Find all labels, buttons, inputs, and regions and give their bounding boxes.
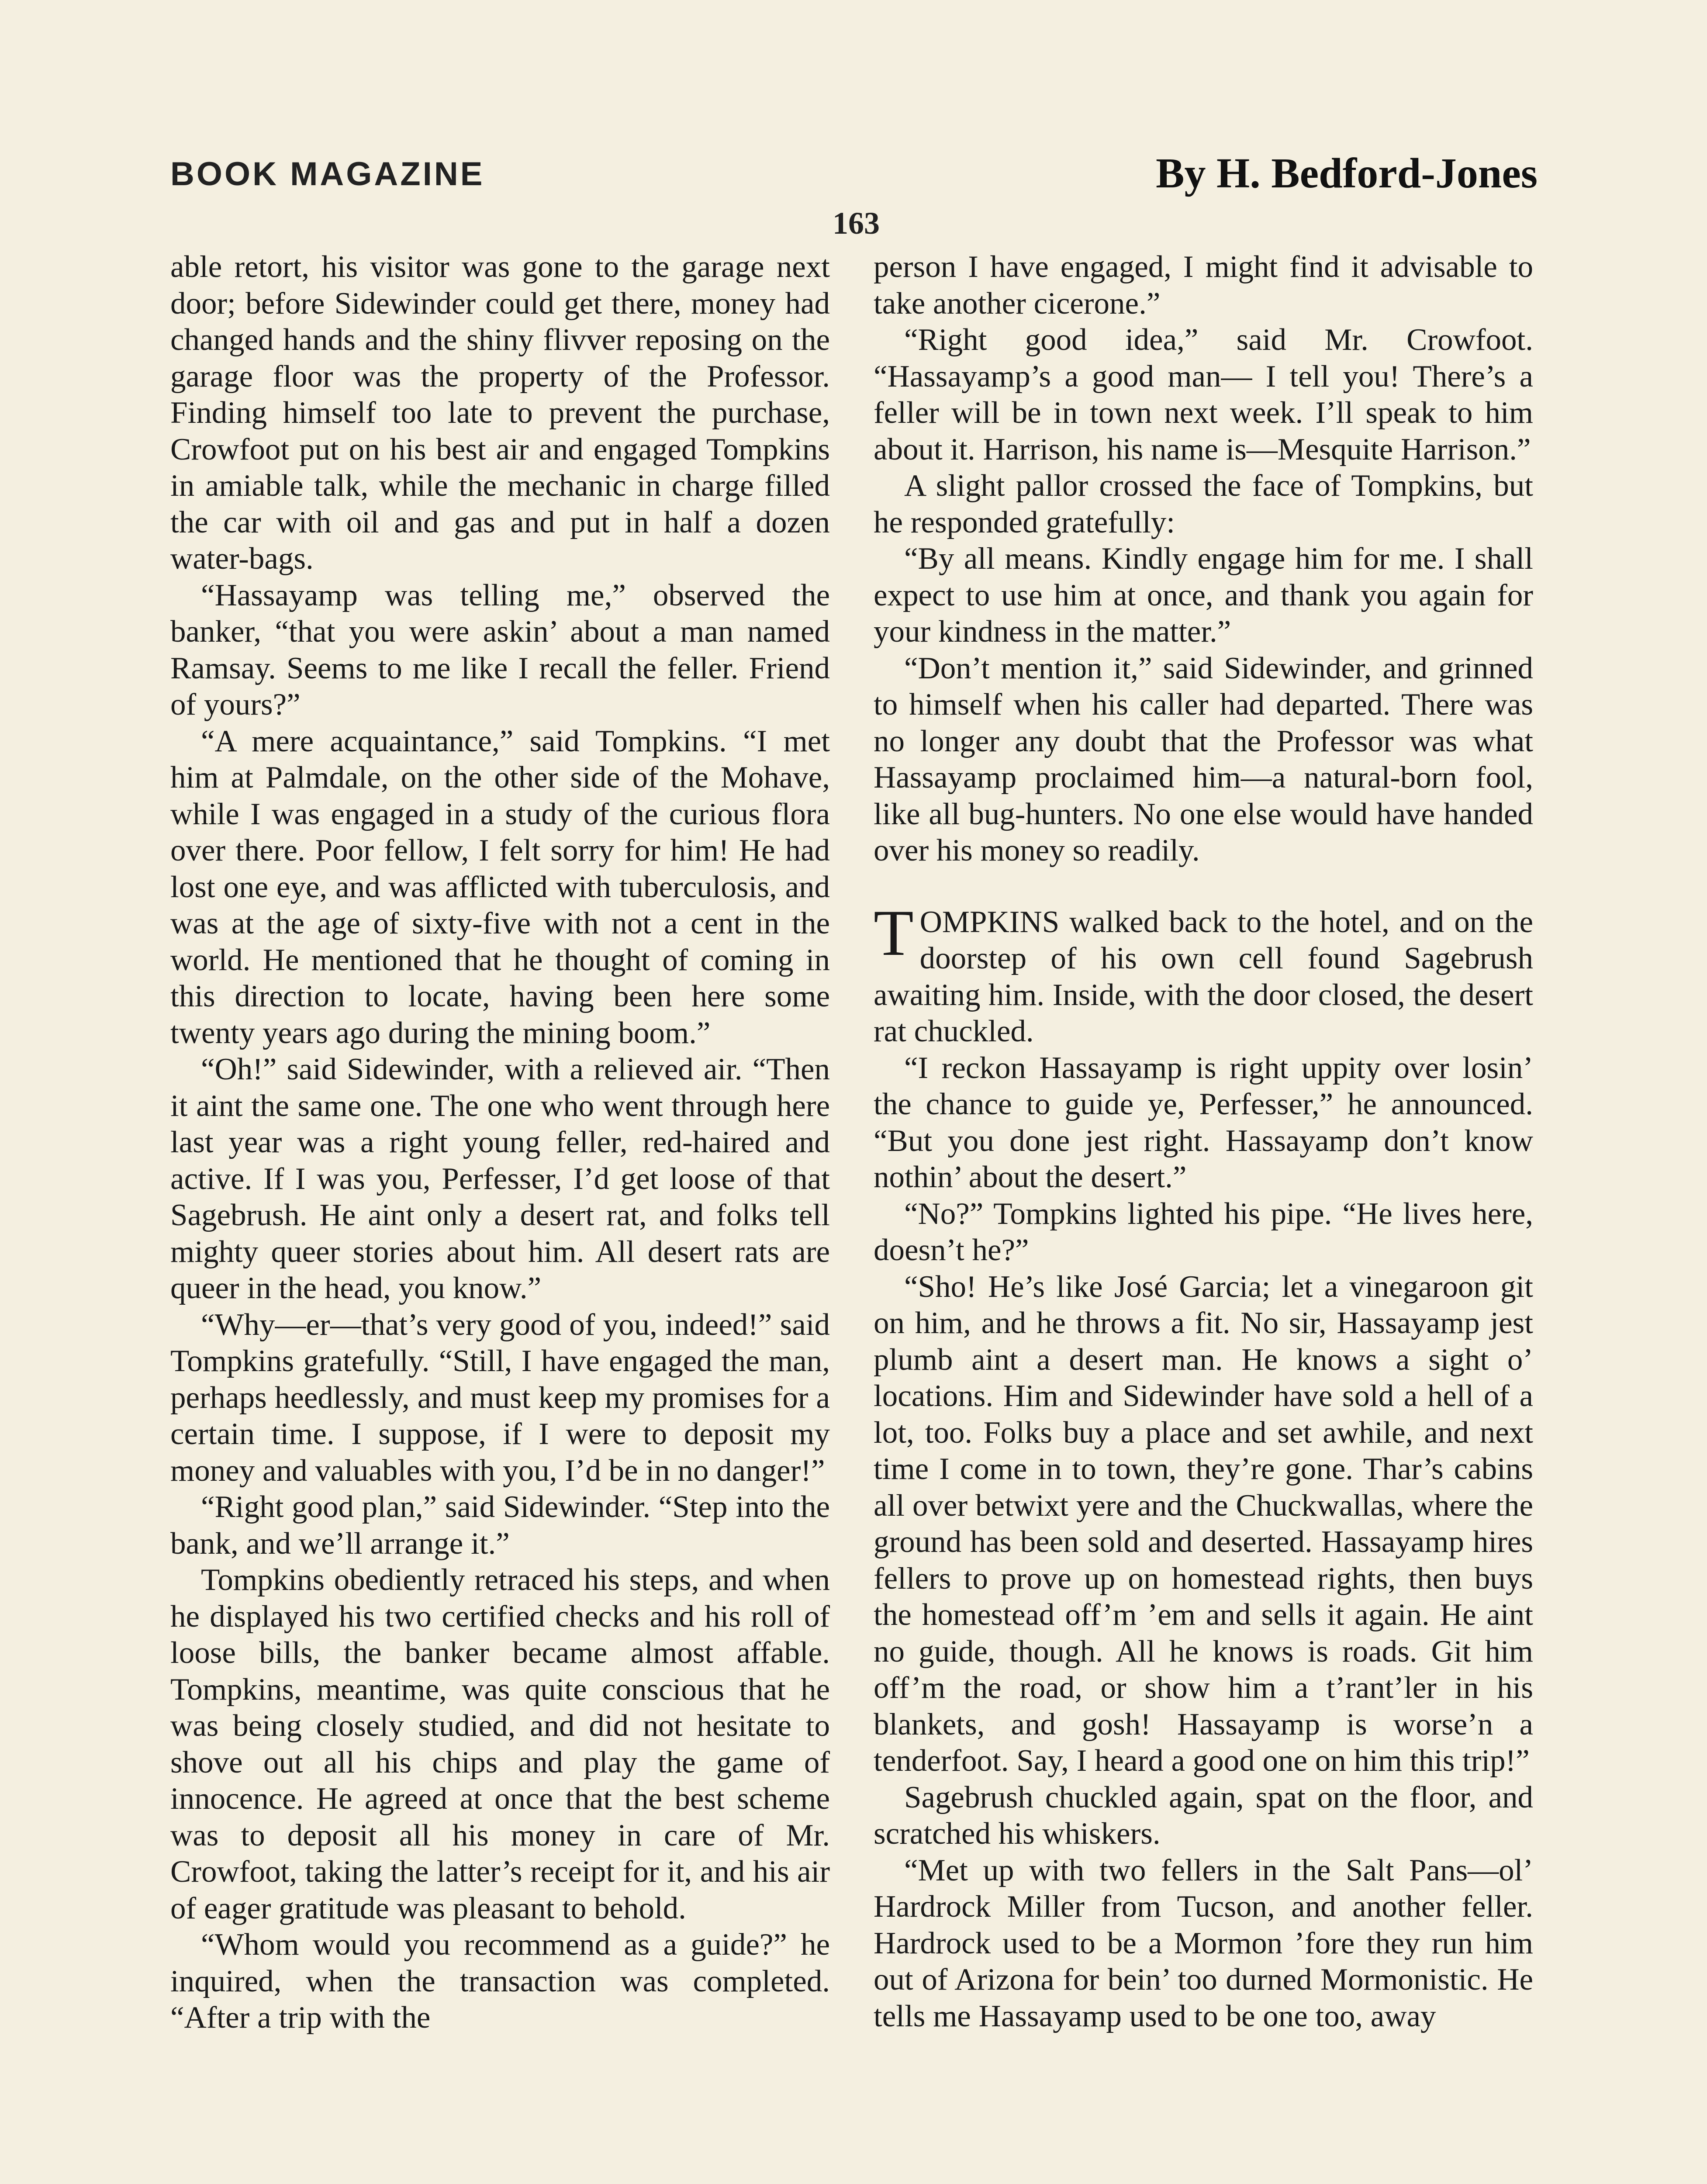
paragraph: “Whom would you recommend as a guide?” he inquired, when the transaction was completed. “After a trip with the xyxy=(170,1928,830,2035)
paragraph: A slight pallor crossed the face of Tompkins, but he responded gratefully: xyxy=(874,469,1533,539)
paragraph: “Right good plan,” said Sidewinder. “Step into the bank, and we’ll arrange it.” xyxy=(170,1490,830,1561)
paragraph: “By all means. Kindly engage him for me. I shall expect to use him at once, and thank you again for your kindness in the matter.” xyxy=(874,542,1533,649)
section-break xyxy=(874,869,1533,904)
paragraph: “I reckon Hassayamp is right uppity over losin’ the chance to guide ye, Perfesser,” he announced. “But you done jest right. Hassayamp don’t know nothin’ about the desert.” xyxy=(874,1051,1533,1194)
paragraph: Tompkins obediently retraced his steps, and when he displayed his two certified checks and his roll of loose bills, the banker became almost affable. Tompkins, meantime, was quite conscious that he was being closely studied, and did not hesitate to shove out all his chips and play the game of innocence. He agreed at once that the best scheme was to deposit all his money in care of Mr. Crowfoot, taking the latter’s receipt for it, and his air of eager gratitude was pleasant to behold. xyxy=(170,1563,830,1925)
section-opening-paragraph: TOMPKINS walked back to the hotel, and on the doorstep of his own cell found Sagebrush awaiting him. Inside, with the door closed, the desert rat chuckled. xyxy=(874,896,1533,1048)
left-column xyxy=(170,249,830,2036)
paragraph: able retort, his visitor was gone to the garage next door; before Sidewinder could get there, money had changed hands and the shiny flivver reposing on the garage floor was the property of the Professor. Finding himself too late to prevent the purchase, Crowfoot put on his best air and engaged Tompkins in amiable talk, while the mechanic in charge filled the car with oil and gas and put in half a dozen water-bags. xyxy=(170,250,830,576)
right-column xyxy=(874,249,1533,2035)
author-byline: By H. Bedford-Jones xyxy=(1156,150,1538,197)
paragraph: “Don’t mention it,” said Sidewinder, and grinned to himself when his caller had departed. There was no longer any doubt that the Professor was what Hassayamp proclaimed him—a natural-born fool, like all bug-hunters. No one else would have handed over his money so readily. xyxy=(874,651,1533,867)
page-number: 163 xyxy=(833,206,880,241)
paragraph: person I have engaged, I might find it advisable to take another cicerone.” xyxy=(874,250,1533,321)
paragraph: “A mere acquaintance,” said Tompkins. “I met him at Palmdale, on the other side of the Mohave, while I was engaged in a study of the curious flora over there. Poor fellow, I felt sorry for him! He had lost one eye, and was afflicted with tuberculosis, and was at the age of sixty-five with not a cent in the world. He mentioned that he thought of coming in this direction to locate, having been here some twenty years ago during the mining boom.” xyxy=(170,724,830,1050)
paragraph: “Met up with two fellers in the Salt Pans—ol’ Hardrock Miller from Tucson, and another feller. Hardrock used to be a Mormon ’fore they run him out of Arizona for bein’ too durned Mormonistic. He tells me Hassayamp used to be one too, away xyxy=(874,1853,1533,2033)
running-head xyxy=(170,150,1538,203)
paragraph: “No?” Tompkins lighted his pipe. “He lives here, doesn’t he?” xyxy=(874,1196,1533,1267)
paragraph: “Oh!” said Sidewinder, with a relieved air. “Then it aint the same one. The one who went through here last year was a right young feller, red-haired and active. If I was you, Perfesser, I’d get loose of that Sagebrush. He aint only a desert rat, and folks tell mighty queer stories about him. All desert rats are queer in the head, you know.” xyxy=(170,1052,830,1305)
magazine-title: BOOK MAGAZINE xyxy=(170,156,485,193)
paragraph: Sagebrush chuckled again, spat on the floor, and scratched his whiskers. xyxy=(874,1780,1533,1851)
paragraph: “Hassayamp was telling me,” observed the banker, “that you were askin’ about a man named Ramsay. Seems to me like I recall the feller. Friend of yours?” xyxy=(170,578,830,722)
paragraph: “Why—er—that’s very good of you, indeed!” said Tompkins gratefully. “Still, I have engaged the man, perhaps heedlessly, and must keep my promises for a certain time. I suppose, if I were to deposit my money and valuables with you, I’d be in no danger!” xyxy=(170,1307,830,1488)
paragraph: “Sho! He’s like José Garcia; let a vinegaroon git on him, and he throws a fit. No sir, Hassayamp jest plumb aint a desert man. He knows a sight o’ locations. Him and Sidewinder have sold a hell of a lot, too. Folks buy a place and set awhile, and next time I come in to town, they’re gone. Thar’s cabins all over betwixt yere and the Chuckwallas, where the ground has been sold and deserted. Hassayamp hires fellers to prove up on homestead rights, then buys the homestead off’m ’em and sells it again. He aint no guide, though. All he knows is roads. Git him off’m the road, or show him a t’rant’ler in his blankets, and gosh! Hassayamp is worse’n a tenderfoot. Say, I heard a good one on him this trip!” xyxy=(874,1269,1533,1778)
paragraph: “Right good idea,” said Mr. Crowfoot. “Hassayamp’s a good man— I tell you! There’s a feller will be in town next week. I’ll speak to him about it. Harrison, his name is—Mesquite Harrison.” xyxy=(874,323,1533,467)
